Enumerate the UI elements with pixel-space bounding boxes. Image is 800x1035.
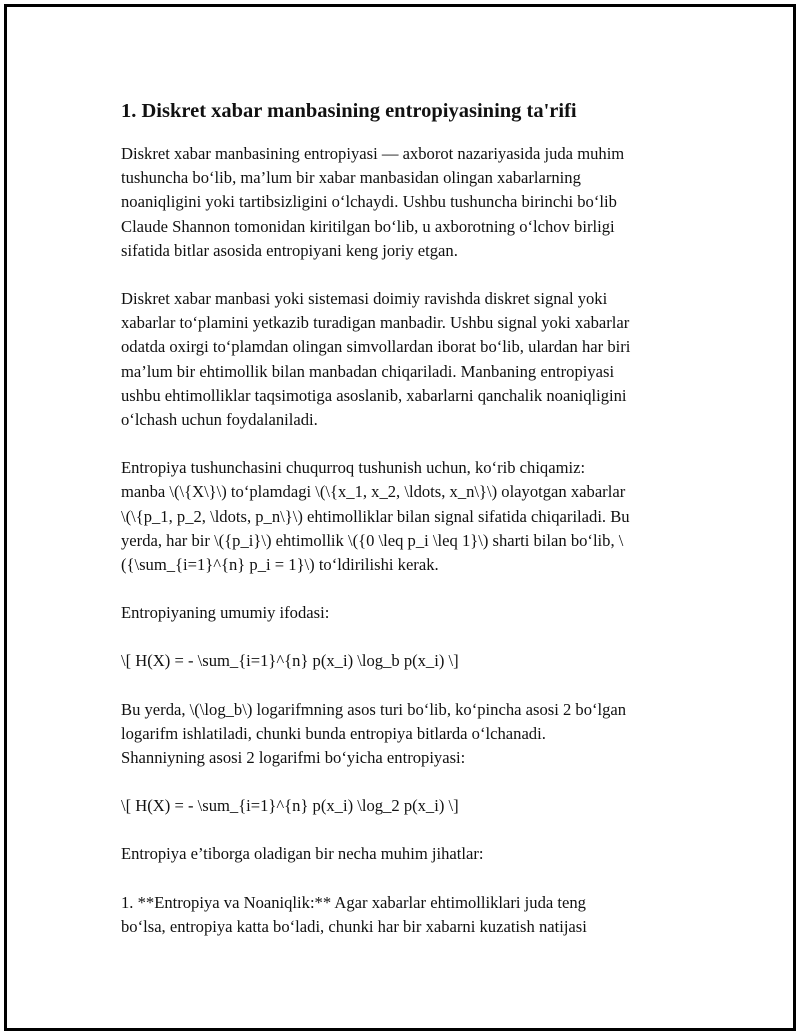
text-line: bo‘lsa, entropiya katta bo‘ladi, chunki har bir xabarni kuzatish natijasi	[121, 916, 587, 936]
page-frame	[4, 4, 796, 1031]
text-line: o‘lchash uchun foydalaniladi.	[121, 410, 318, 430]
paragraph	[121, 891, 696, 939]
paragraph	[121, 601, 696, 625]
text-line: Diskret xabar manbasi yoki sistemasi doimiy ravishda diskret signal yoki	[121, 289, 608, 309]
paragraph	[121, 649, 696, 673]
text-line: sifatida bitlar asosida entropiyani keng joriy etgan.	[121, 240, 458, 260]
text-line: ma’lum bir ehtimollik bilan manbadan chiqariladi. Manbaning entropiyasi	[121, 361, 615, 381]
document-body	[121, 97, 696, 963]
text-line: \[ H(X) = - \sum_{i=1}^{n} p(x_i) \log_2 p(x_i) \]	[121, 796, 459, 816]
section-heading: 1. Diskret xabar manbasining entropiyasining ta'rifi	[121, 100, 577, 122]
text-line: Entropiya e’tiborga oladigan bir necha muhim jihatlar:	[121, 844, 484, 864]
text-line: odatda oxirgi to‘plamdan olingan simvollardan iborat bo‘lib, ulardan har biri	[121, 337, 631, 357]
paragraph	[121, 842, 696, 866]
text-line: Claude Shannon tomonidan kiritilgan bo‘lib, u axborotning o‘lchov birligi	[121, 216, 615, 236]
text-line: Entropiyaning umumiy ifodasi:	[121, 603, 330, 623]
paragraph	[121, 287, 696, 432]
text-line: Entropiya tushunchasini chuqurroq tushunish uchun, ko‘rib chiqamiz:	[121, 458, 586, 478]
paragraph	[121, 142, 696, 263]
paragraph	[121, 456, 696, 577]
text-line: yerda, har bir \({p_i}\) ehtimollik \({0 \leq p_i \leq 1}\) sharti bilan bo‘lib, \	[121, 530, 624, 550]
paragraph	[121, 698, 696, 771]
paragraph	[121, 794, 696, 818]
text-line: Bu yerda, \(\log_b\) logarifmning asos turi bo‘lib, ko‘pincha asosi 2 bo‘lgan	[121, 699, 627, 719]
text-line: Diskret xabar manbasining entropiyasi — axborot nazariyasida juda muhim	[121, 144, 625, 163]
text-line: 1. **Entropiya va Noaniqlik:** Agar xabarlar ehtimolliklari juda teng	[121, 892, 586, 912]
paragraph-list	[121, 142, 696, 939]
text-line: noaniqligini yoki tartibsizligini o‘lchaydi. Ushbu tushuncha birinchi bo‘lib	[121, 192, 617, 212]
text-line: \[ H(X) = - \sum_{i=1}^{n} p(x_i) \log_b p(x_i) \]	[121, 651, 459, 671]
text-line: manba \(\{X\}\) to‘plamdagi \(\{x_1, x_2, \ldots, x_n\}\) olayotgan xabarlar	[121, 482, 626, 502]
text-line: ({\sum_{i=1}^{n} p_i = 1}\) to‘ldirilishi kerak.	[121, 555, 439, 575]
text-line: tushuncha bo‘lib, ma’lum bir xabar manbasidan olingan xabarlarning	[121, 168, 581, 188]
text-line: \(\{p_1, p_2, \ldots, p_n\}\) ehtimolliklar bilan signal sifatida chiqariladi. Bu	[121, 506, 630, 526]
text-line: ushbu ehtimolliklar taqsimotiga asoslanib, xabarlarni qanchalik noaniqligini	[121, 385, 627, 405]
text-line: logarifm ishlatiladi, chunki bunda entropiya bitlarda o‘lchanadi.	[121, 723, 546, 743]
text-line: Shanniyning asosi 2 logarifmi bo‘yicha entropiyasi:	[121, 748, 466, 768]
text-line: xabarlar to‘plamini yetkazib turadigan manbadir. Ushbu signal yoki xabarlar	[121, 313, 630, 333]
